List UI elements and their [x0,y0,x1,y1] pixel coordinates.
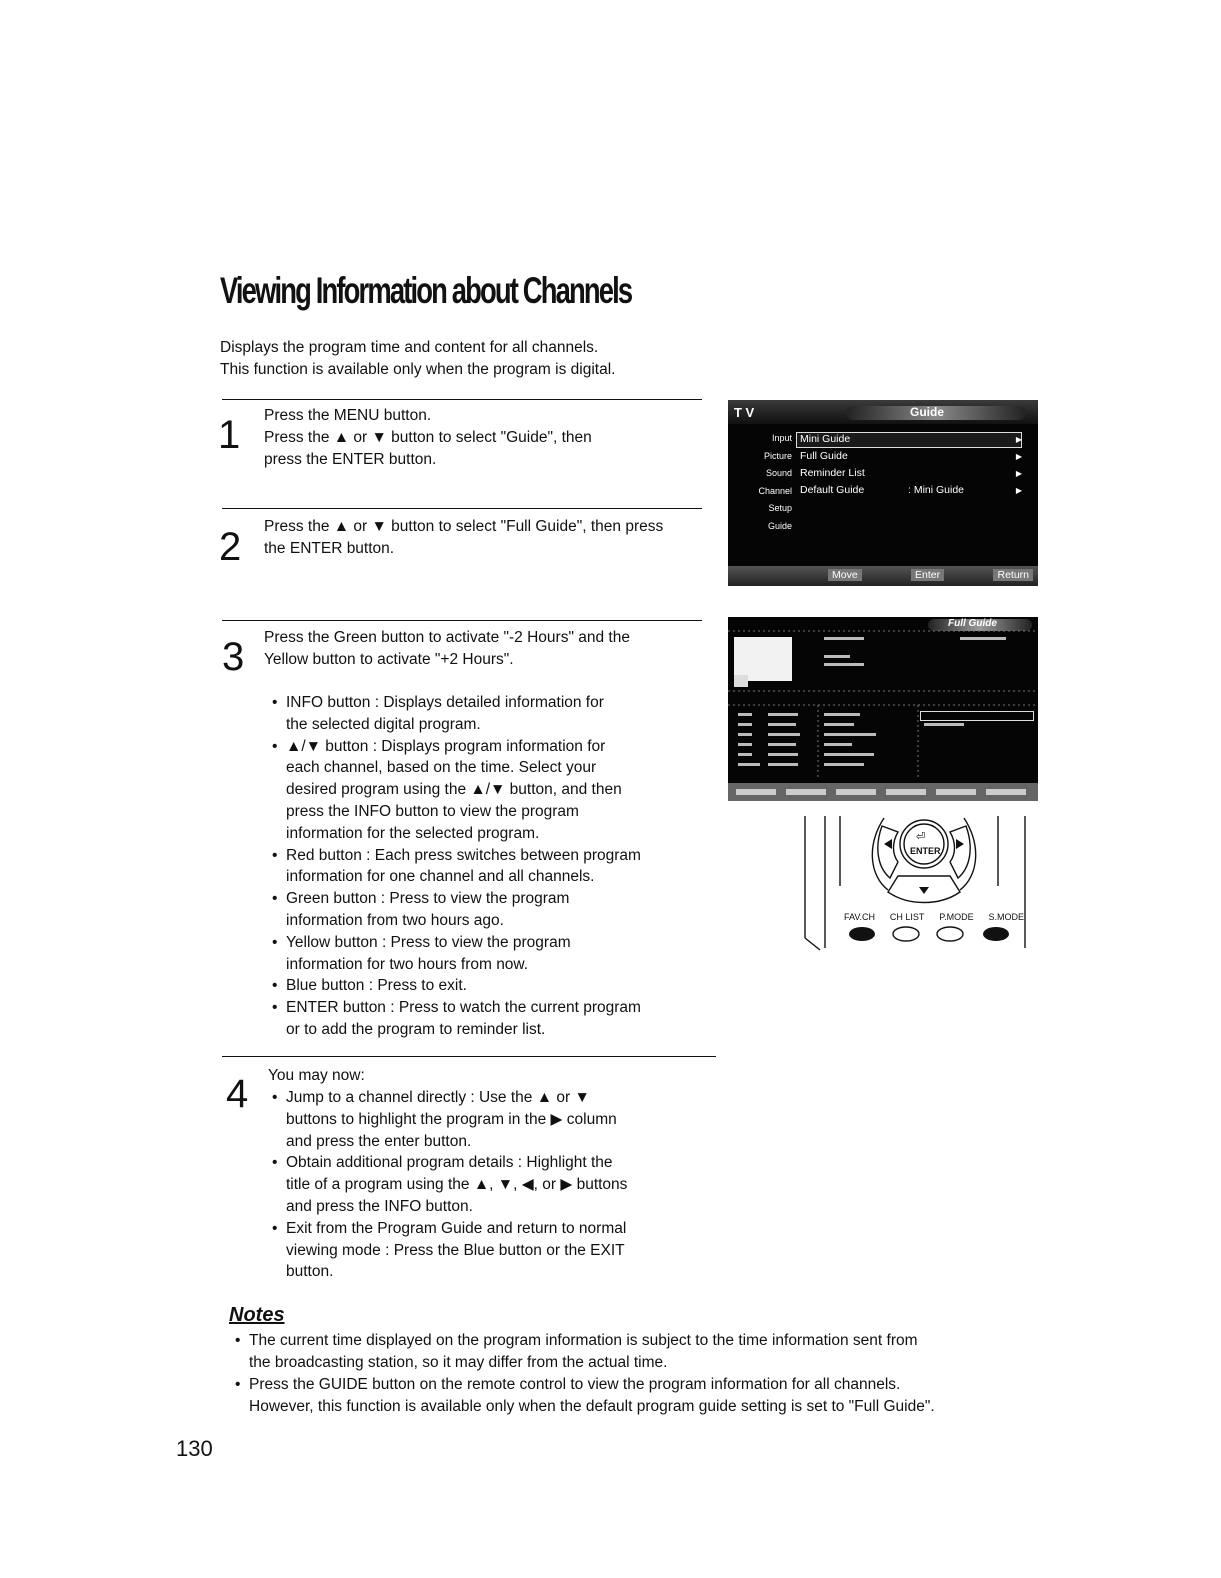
list-item-line: • Obtain additional program details : Highlight the [286,1154,613,1172]
remote-outline [800,806,1040,956]
list-item [233,1374,935,1418]
menu-footer-hints [828,569,1033,581]
footer-return: Return [993,569,1033,581]
sidebar-item-picture: Picture [763,450,792,461]
smode-label: S.MODE [988,912,1024,922]
list-item-line: • Exit from the Program Guide and return to normal [286,1219,627,1237]
list-item [270,845,641,889]
notes-list [233,1330,935,1418]
list-item-line: or to add the program to reminder list. [286,1020,546,1038]
intro-line: This function is available only when the program is digital. [220,361,616,378]
remote-button-labels [844,912,1024,922]
sidebar-item-channel: Channel [758,485,792,496]
menu-item-label: Full Guide [800,450,848,462]
intro-line: Displays the program time and content for all channels. [220,339,599,356]
step-3-bullets [270,692,641,1041]
list-item-line: • Red button : Each press switches between program [286,846,641,864]
step-4-text [268,1065,365,1087]
step-number: 4 [226,1072,249,1116]
menu-sidebar [732,430,792,535]
step-divider [222,508,702,509]
list-item-line: • The current time displayed on the program information is subject to the time information sent from [249,1332,918,1349]
step-number: 2 [219,525,242,569]
step-line: Yellow button to activate "+2 Hours". [264,651,514,668]
page-number: 130 [176,1436,213,1461]
list-item-line: viewing mode : Press the Blue button or the EXIT [286,1241,625,1259]
guide-grid [728,617,1038,801]
list-item-line: title of a program using the ▲, ▼, ◀, or ▶ buttons [286,1176,628,1194]
step-4-bullets [270,1087,627,1283]
list-item-line: press the INFO button to view the program [286,802,579,820]
list-item-line: • Green button : Press to view the program [286,890,570,908]
list-item-line: and press the INFO button. [286,1197,473,1215]
bullet-list [270,1087,627,1283]
bullet-list [270,692,641,1041]
list-item [270,932,641,976]
list-item-line: the broadcasting station, so it may differ from the actual time. [249,1354,668,1371]
step-divider [222,1056,716,1057]
arrow-right-icon: ▶ [1015,435,1022,444]
step-divider [222,620,702,621]
step-3-text [264,627,630,671]
step-2-text [264,516,663,560]
step-line: Press the Green button to activate "-2 Hours" and the [264,629,630,646]
list-item-line: • Jump to a channel directly : Use the ▲ or ▼ [286,1089,590,1106]
list-item [270,1087,627,1152]
step-number: 1 [218,413,241,457]
list-item-line: information for the selected program. [286,824,540,842]
guide-title: Full Guide [948,618,997,629]
menu-item-label: Mini Guide [800,433,851,445]
sidebar-item-sound: Sound [765,468,792,478]
menu-item-label: Default Guide [800,484,865,496]
step-line: the ENTER button. [264,540,395,557]
step-number: 3 [222,635,245,679]
menu-items [800,431,1022,499]
menu-item[interactable] [800,482,1022,499]
bullet-list [233,1330,935,1418]
footer-enter: Enter [911,569,944,581]
arrow-right-icon: ▶ [1015,452,1022,461]
list-item-line: each channel, based on the time. Select your [286,759,597,777]
menu-header-left: T V [734,405,755,420]
list-item-line: button. [286,1263,334,1281]
list-item-line: • ▲/▼ button : Displays program information for [286,737,606,755]
list-item [270,736,641,845]
tv-menu-screenshot [728,400,1038,586]
chlist-label: CH LIST [889,912,925,922]
menu-item[interactable] [800,465,1022,482]
menu-item-value: : Mini Guide [908,484,965,496]
list-item-line: information for two hours from now. [286,955,529,973]
footer-move: Move [828,569,862,581]
list-item-line: However, this function is available only when the default program guide setting is set to "Full Guide". [249,1398,935,1415]
list-item [270,888,641,932]
arrow-right-icon: ▶ [1015,469,1022,478]
list-item-line: the selected digital program. [286,715,481,733]
list-item-line: • Blue button : Press to exit. [286,977,467,995]
step-1-text [264,405,592,471]
remote-control-illustration [800,806,1040,956]
list-item-line: • INFO button : Displays detailed information for [286,694,604,711]
enter-button-label: ENTER [910,846,941,856]
arrow-right-icon: ▶ [1015,486,1022,495]
sidebar-item-input: Input [771,433,792,443]
notes-heading: Notes [229,1304,285,1326]
list-item-line: information for one channel and all channels. [286,868,595,886]
sidebar-item-guide: Guide [767,520,792,531]
pmode-label: P.MODE [939,912,974,922]
full-guide-screenshot [728,617,1038,801]
menu-item[interactable] [800,448,1022,465]
list-item [270,692,641,736]
step-line: Press the ▲ or ▼ button to select "Full Guide", then press [264,518,664,535]
menu-item-label: Reminder List [800,467,865,479]
list-item [270,1218,627,1283]
intro-text [220,337,615,381]
page-title: Viewing Information about Channels [220,270,632,311]
step-line: press the ENTER button. [264,451,437,468]
list-item [270,997,641,1041]
list-item-line: desired program using the ▲/▼ button, and then [286,781,622,799]
list-item [270,1152,627,1217]
step-line: You may now: [268,1067,365,1084]
list-item [270,975,641,997]
list-item-line: information from two hours ago. [286,911,504,929]
list-item-line: • ENTER button : Press to watch the current program [286,999,641,1017]
list-item-line: • Press the GUIDE button on the remote control to view the program information for all channels. [249,1376,901,1393]
step-line: Press the MENU button. [264,407,432,424]
list-item-line: buttons to highlight the program in the ▶ column [286,1110,617,1128]
menu-item[interactable] [800,431,1022,448]
list-item-line: and press the enter button. [286,1132,472,1150]
step-divider [222,399,702,400]
enter-icon: ⏎ [916,831,926,843]
menu-header-title: Guide [910,405,945,419]
step-line: Press the ▲ or ▼ button to select "Guide", then [264,429,592,446]
favch-label: FAV.CH [844,912,876,922]
list-item-line: • Yellow button : Press to view the program [286,933,571,951]
sidebar-item-setup: Setup [768,503,792,513]
list-item [233,1330,935,1374]
